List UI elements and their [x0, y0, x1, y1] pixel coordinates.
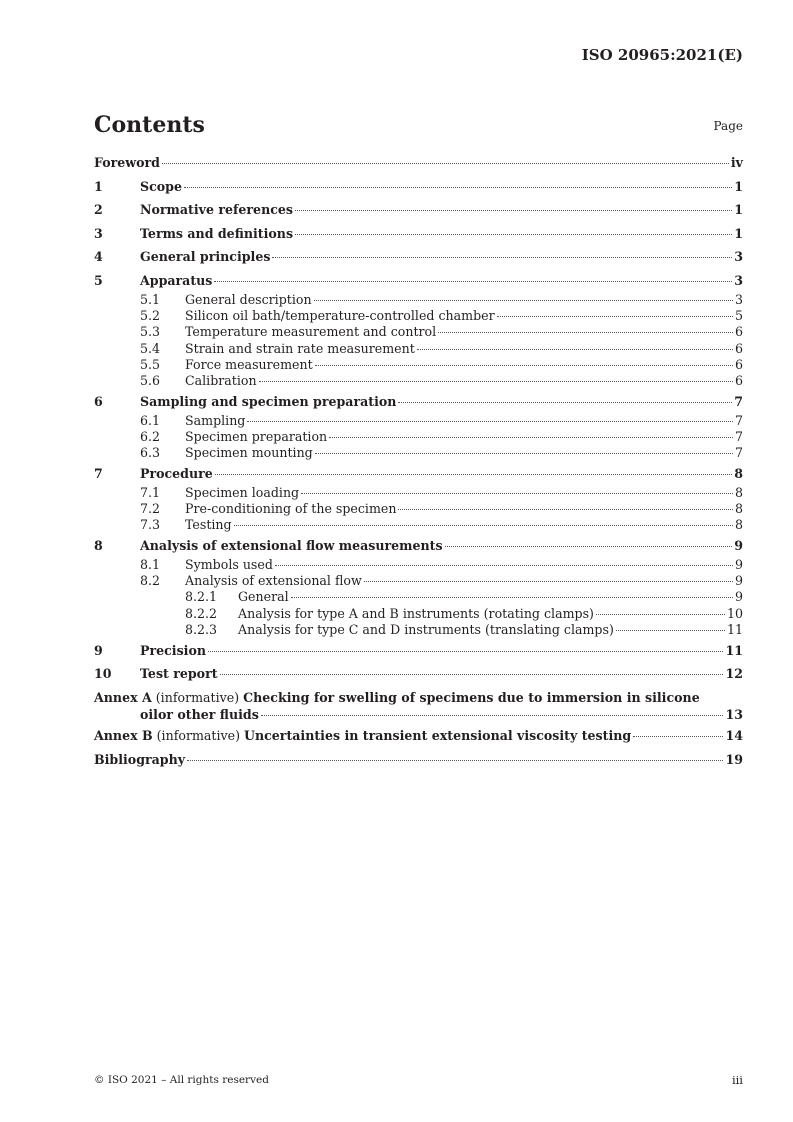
dot-leader [301, 493, 733, 494]
page-column-label: Page [713, 119, 743, 133]
toc-label: Analysis of extensional flow measurements [140, 538, 443, 553]
toc-entry-1[interactable] [94, 179, 743, 198]
dot-leader [162, 163, 729, 164]
toc-number: 3 [94, 225, 103, 241]
toc-page: 8 [734, 517, 743, 533]
annex-informative: (informative) [152, 728, 244, 744]
toc-label: General description [185, 291, 312, 307]
dot-leader [220, 674, 724, 675]
dot-leader [261, 715, 724, 716]
dot-leader [445, 546, 733, 547]
toc-page: 3 [734, 291, 743, 307]
toc-page: 11 [725, 642, 743, 658]
toc-label: Procedure [140, 465, 213, 481]
toc-number: 5.2 [140, 308, 161, 324]
toc-label: Specimen loading [185, 484, 300, 500]
dot-leader [187, 760, 723, 761]
dot-leader [215, 474, 732, 475]
toc-entry-5-6[interactable] [94, 373, 743, 389]
toc-entry-3[interactable] [94, 226, 743, 245]
toc-page: 7 [734, 428, 743, 444]
toc-page: 7 [734, 412, 743, 428]
toc-number: 4 [94, 249, 103, 265]
toc-page: 9 [734, 538, 743, 553]
toc-entry-7[interactable] [94, 466, 743, 485]
dot-leader [291, 597, 733, 598]
toc-label: Checking for swelling of specimens due to immersion in silicone [243, 689, 700, 705]
toc-label: Symbols used [185, 557, 273, 572]
toc-entry-8-2-3[interactable] [94, 622, 743, 638]
toc-number: 8 [94, 538, 103, 553]
dot-leader [497, 316, 733, 317]
toc-page: 19 [725, 751, 743, 767]
toc-page: 12 [725, 666, 743, 682]
page-title: Contents [94, 112, 205, 138]
toc-page: 6 [734, 356, 743, 372]
dot-leader [417, 349, 733, 350]
toc-number: 5.4 [140, 340, 161, 356]
toc-entry-4[interactable] [94, 249, 743, 268]
toc-page: 1 [734, 202, 743, 218]
toc-entry-5[interactable] [94, 273, 743, 292]
toc-number: 5.5 [140, 356, 161, 372]
dot-leader [214, 281, 732, 282]
toc-label: General principles [140, 249, 271, 265]
dot-leader [259, 381, 733, 382]
toc-page: 1 [734, 178, 743, 194]
dot-leader [398, 509, 733, 510]
toc-entry-7-2[interactable] [94, 501, 743, 517]
toc-label: Specimen mounting [185, 445, 313, 461]
toc-entry-9[interactable] [94, 643, 743, 662]
toc-label: Scope [140, 178, 182, 194]
toc-entry-2[interactable] [94, 202, 743, 221]
toc-entry-bibliography[interactable] [94, 752, 743, 771]
toc-entry-annex-a[interactable] [94, 690, 743, 724]
toc-page: 5 [734, 308, 743, 324]
toc-number: 5.1 [140, 291, 161, 307]
toc-page: 9 [734, 557, 743, 572]
document-id: ISO 20965:2021(E) [581, 46, 743, 64]
toc-number: 8.2.2 [185, 605, 218, 621]
toc-page: 14 [725, 728, 743, 744]
toc-label: General [238, 589, 289, 605]
toc-page: 8 [734, 484, 743, 500]
toc-label: Pre-conditioning of the specimen [185, 501, 397, 517]
toc-page: iv [730, 155, 743, 170]
dot-leader [247, 421, 733, 422]
dot-leader [315, 365, 733, 366]
toc-page: 3 [734, 272, 743, 288]
toc-number: 10 [94, 666, 112, 682]
toc-page: 13 [725, 706, 743, 722]
toc-entry-5-3[interactable] [94, 324, 743, 340]
toc-number: 8.2 [140, 573, 161, 589]
toc-number: 6.1 [140, 412, 161, 428]
toc-label: Foreword [94, 155, 160, 170]
dot-leader [314, 300, 733, 301]
toc-page: 6 [734, 324, 743, 340]
toc-page: 9 [734, 573, 743, 589]
toc-label: Terms and definitions [140, 225, 294, 241]
toc-page: 10 [726, 605, 743, 621]
toc-number: 8.2.1 [185, 589, 218, 605]
toc-number: 6.2 [140, 428, 161, 444]
toc-number: 2 [94, 202, 103, 218]
toc-number: 5 [94, 272, 103, 288]
toc-page: 6 [734, 340, 743, 356]
annex-informative: (informative) [151, 689, 244, 705]
toc-number: 7.3 [140, 517, 161, 533]
table-of-contents [94, 155, 743, 771]
dot-leader [633, 736, 723, 737]
dot-leader [295, 210, 732, 211]
toc-label: Force measurement [185, 356, 313, 372]
dot-leader [272, 257, 732, 258]
toc-label: Sampling [185, 412, 246, 428]
toc-label: Bibliography [94, 751, 186, 767]
toc-entry-6-1[interactable] [94, 413, 743, 429]
toc-label: Calibration [185, 372, 257, 388]
toc-number: 9 [94, 642, 103, 658]
toc-label: Analysis for type A and B instruments (rotating clamps) [238, 605, 594, 621]
toc-label: Specimen preparation [185, 428, 328, 444]
toc-label: Analysis of extensional flow [185, 573, 362, 589]
dot-leader [438, 332, 733, 333]
toc-label: Analysis for type C and D instruments (translating clamps) [238, 621, 614, 637]
toc-entry-8-1[interactable] [94, 557, 743, 573]
toc-label: Silicon oil bath/temperature-controlled chamber [185, 308, 495, 324]
annex-prefix: Annex A [94, 689, 152, 705]
toc-entry-5-2[interactable] [94, 308, 743, 324]
toc-number: 7.1 [140, 484, 161, 500]
toc-number: 7 [94, 465, 103, 481]
toc-label: Sampling and specimen preparation [140, 393, 397, 409]
footer-page-number: iii [731, 1073, 743, 1087]
dot-leader [398, 402, 732, 403]
toc-entry-7-1[interactable] [94, 485, 743, 501]
toc-entry-annex-b[interactable] [94, 728, 743, 747]
footer-copyright: © ISO 2021 – All rights reserved [94, 1074, 269, 1086]
toc-label: Test report [140, 666, 218, 682]
toc-label: Uncertainties in transient extensional viscosity testing [243, 728, 632, 744]
toc-number: 7.2 [140, 501, 161, 517]
toc-number: 5.3 [140, 324, 161, 340]
toc-entry-foreword[interactable] [94, 155, 743, 174]
toc-page: 1 [734, 225, 743, 241]
dot-leader [315, 453, 733, 454]
toc-entry-8[interactable] [94, 538, 743, 557]
dot-leader [234, 525, 733, 526]
toc-label: Precision [140, 642, 207, 658]
toc-entry-6-2[interactable] [94, 429, 743, 445]
toc-label: Temperature measurement and control [185, 324, 437, 340]
toc-number: 5.6 [140, 372, 161, 388]
dot-leader [616, 630, 725, 631]
toc-label: Strain and strain rate measurement [185, 340, 415, 356]
toc-entry-8-2[interactable] [94, 573, 743, 589]
toc-page: 7 [734, 393, 743, 409]
toc-page: 11 [726, 621, 743, 637]
toc-page: 8 [734, 465, 743, 481]
toc-entry-5-5[interactable] [94, 357, 743, 373]
toc-page: 7 [734, 445, 743, 461]
toc-page: 6 [734, 372, 743, 388]
toc-number: 6.3 [140, 445, 161, 461]
toc-page: 3 [734, 249, 743, 265]
toc-label: Apparatus [140, 272, 213, 288]
toc-label: Normative references [140, 202, 294, 218]
toc-entry-7-3[interactable] [94, 517, 743, 533]
toc-label: Testing [185, 517, 232, 533]
dot-leader [596, 614, 725, 615]
dot-leader [364, 581, 733, 582]
dot-leader [295, 234, 732, 235]
annex-prefix: Annex B [94, 728, 153, 744]
toc-entry-8-2-2[interactable] [94, 606, 743, 622]
toc-entry-6[interactable] [94, 394, 743, 413]
toc-number: 1 [94, 178, 103, 194]
toc-entry-5-1[interactable] [94, 292, 743, 308]
toc-number: 8.1 [140, 557, 161, 572]
toc-label-continued: oilor other fluids [140, 706, 259, 722]
dot-leader [208, 651, 723, 652]
toc-number: 6 [94, 393, 103, 409]
dot-leader [275, 565, 733, 566]
toc-entry-10[interactable] [94, 666, 743, 685]
toc-page: 8 [734, 501, 743, 517]
dot-leader [329, 437, 733, 438]
toc-entry-5-4[interactable] [94, 341, 743, 357]
toc-entry-8-2-1[interactable] [94, 589, 743, 605]
toc-entry-6-3[interactable] [94, 445, 743, 461]
dot-leader [184, 187, 732, 188]
toc-number: 8.2.3 [185, 621, 218, 637]
toc-page: 9 [734, 589, 743, 605]
